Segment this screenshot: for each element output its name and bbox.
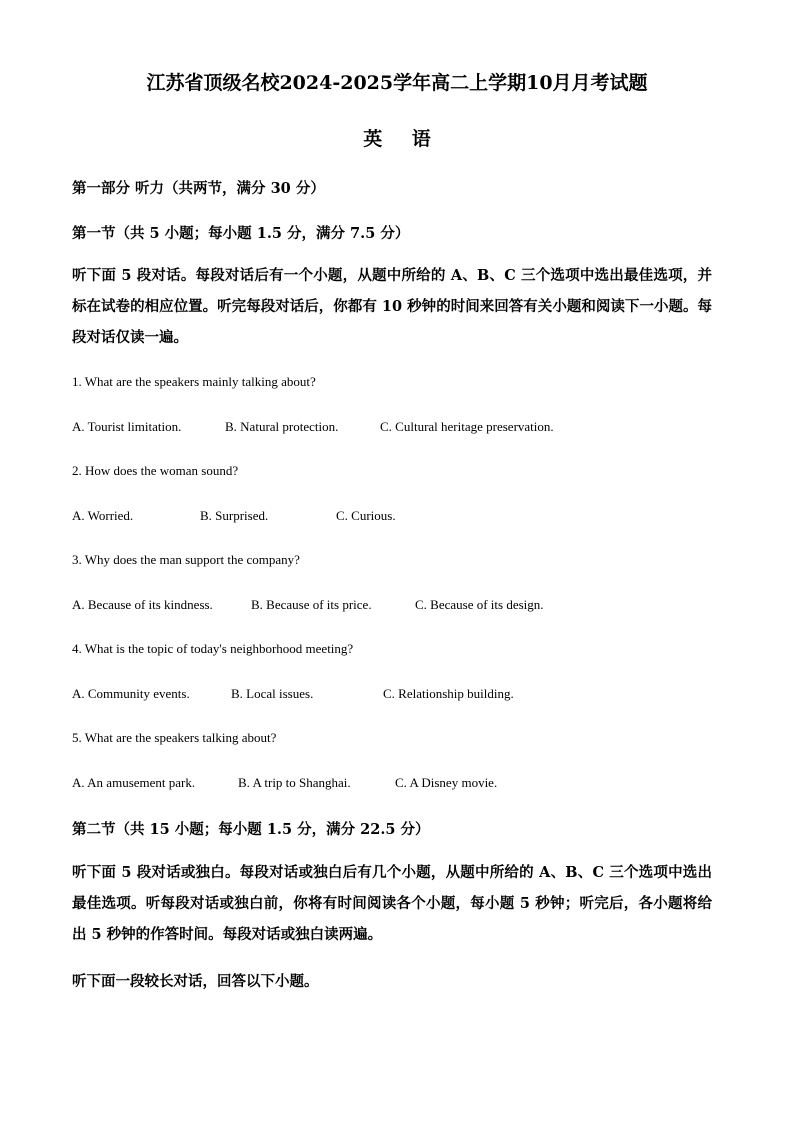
question-5-option-a: A. An amusement park. bbox=[72, 775, 196, 790]
exam-title: 江苏省顶级名校2024-2025学年高二上学期10月月考试题 bbox=[146, 72, 648, 94]
section1-instructions: 听下面 5 段对话。每段对话后有一个小题，从题中所给的 A、B、C 三个选项中选出最佳选项，并标在试卷的相应位置。听完每段对话后，你都有 10 秒钟的时间来回答有关小题和阅读下一小题。每段对话仅读一遍。 bbox=[72, 267, 712, 346]
question-2-option-b: B. Surprised. bbox=[200, 508, 269, 523]
question-2-stem: 2. How does the woman sound? bbox=[72, 463, 239, 478]
question-4-option-a: A. Community events. bbox=[72, 686, 190, 701]
question-4-option-b: B. Local issues. bbox=[231, 686, 314, 701]
question-5-stem: 5. What are the speakers talking about? bbox=[72, 730, 277, 745]
question-3-option-b: B. Because of its price. bbox=[251, 597, 372, 612]
section1-heading: 第一节（共 5 小题；每小题 1.5 分，满分 7.5 分） bbox=[72, 225, 410, 242]
question-3-options bbox=[72, 597, 732, 617]
question-1-stem: 1. What are the speakers mainly talking about? bbox=[72, 374, 316, 389]
section2-heading: 第二节（共 15 小题；每小题 1.5 分，满分 22.5 分） bbox=[72, 821, 430, 838]
section2-lead: 听下面一段较长对话，回答以下小题。 bbox=[72, 973, 319, 990]
question-1-options bbox=[72, 419, 732, 439]
part1-heading: 第一部分 听力（共两节，满分 30 分） bbox=[72, 180, 325, 197]
question-4-options bbox=[72, 686, 732, 706]
question-1-option-b: B. Natural protection. bbox=[225, 419, 339, 434]
exam-subject: 英 语 bbox=[363, 128, 443, 150]
question-1-option-a: A. Tourist limitation. bbox=[72, 419, 182, 434]
section2-instructions: 听下面 5 段对话或独白。每段对话或独白后有几个小题，从题中所给的 A、B、C 三个选项中选出最佳选项。听每段对话或独白前，你将有时间阅读各个小题，每小题 5 秒钟；听完后，各小题将给出 5 秒钟的作答时间。每段对话或独白读两遍。 bbox=[72, 864, 712, 943]
question-3-stem: 3. Why does the man support the company? bbox=[72, 552, 300, 567]
question-5-option-b: B. A trip to Shanghai. bbox=[238, 775, 351, 790]
question-2-option-c: C. Curious. bbox=[336, 508, 396, 523]
question-3-option-a: A. Because of its kindness. bbox=[72, 597, 213, 612]
question-3-option-c: C. Because of its design. bbox=[415, 597, 544, 612]
question-4-option-c: C. Relationship building. bbox=[383, 686, 514, 701]
question-5-options bbox=[72, 775, 732, 795]
question-2-options bbox=[72, 508, 732, 528]
question-4-stem: 4. What is the topic of today's neighborhood meeting? bbox=[72, 641, 354, 656]
question-2-option-a: A. Worried. bbox=[72, 508, 134, 523]
question-1-option-c: C. Cultural heritage preservation. bbox=[380, 419, 554, 434]
question-5-option-c: C. A Disney movie. bbox=[395, 775, 498, 790]
